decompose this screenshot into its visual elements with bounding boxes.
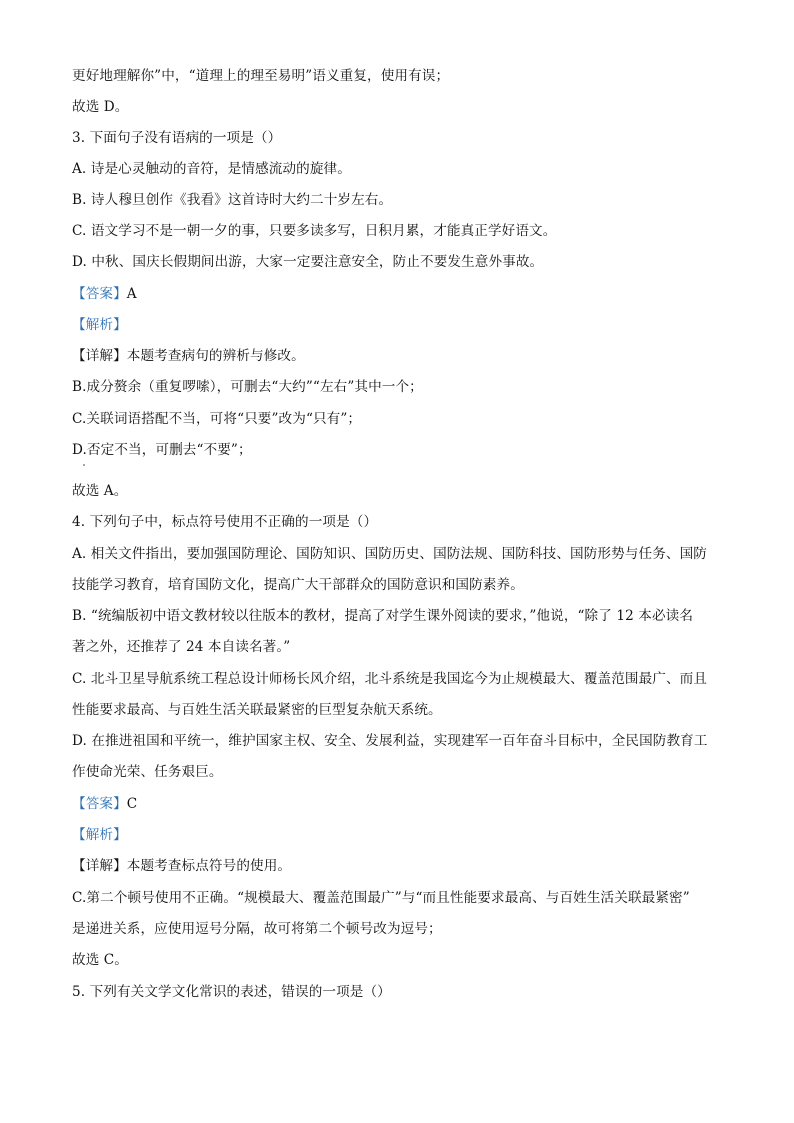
question-stem: 5. 下列有关文学文化常识的表述，错误的一项是（）: [72, 984, 391, 1000]
analysis-heading: 【解析】: [72, 827, 127, 843]
analysis-heading: 【解析】: [72, 317, 127, 333]
explanation-line: 【详解】本题考查病句的辨析与修改。: [72, 348, 305, 364]
option-a: A. 相关文件指出，要加强国防理论、国防知识、国防历史、国防法规、国防科技、国防形势与任务、国防: [72, 546, 707, 562]
option-c: C. 北斗卫星导航系统工程总设计师杨长风介绍，北斗系统是我国迄今为止规模最大、覆盖范围最广、而且: [72, 671, 708, 687]
option-b: B. 诗人穆旦创作《我看》这首诗时大约二十岁左右。: [72, 192, 393, 208]
option-a-cont: 技能学习教育，培育国防文化，提高广大干部群众的国防意识和国防素养。: [72, 577, 524, 593]
explanation-line: 【详解】本题考查标点符号的使用。: [72, 858, 292, 874]
answer-heading: 【答案】: [72, 286, 127, 302]
explanation-line: C.关联词语搭配不当，可将“只要”改为“只有”；: [72, 411, 362, 427]
option-b: B. “统编版初中语文教材较以往版本的教材，提高了对学生课外阅读的要求，”他说，“除了 12 本必读名: [72, 608, 694, 624]
text-line: 故选 C。: [72, 952, 129, 968]
question-stem: 4. 下列句子中，标点符号使用不正确的一项是（）: [72, 514, 378, 530]
explanation-line: 是递进关系，应使用逗号分隔，故可将第二个顿号改为逗号；: [72, 921, 442, 937]
analysis-line: [72, 825, 127, 845]
option-c-cont: 性能要求最高、与百姓生活关联最紧密的巨型复杂航天系统。: [72, 702, 442, 718]
option-d-cont: 作使命光荣、任务艰巨。: [72, 764, 223, 780]
answer-line: [72, 794, 137, 814]
explanation-line: B.成分赘余（重复啰嗦），可删去“大约”“左右”其中一个；: [72, 379, 423, 395]
answer-line: [72, 284, 137, 304]
explanation-line: D.否定不当，可删去“不要”；: [72, 442, 252, 458]
analysis-line: [72, 315, 127, 335]
explanation-line: C.第二个顿号使用不正确。“规模最大、覆盖范围最广”与“而且性能要求最高、与百姓生活关联最紧密”: [72, 890, 690, 906]
answer-heading: 【答案】: [72, 796, 127, 812]
text-line: 更好地理解你”中，“道理上的理至易明”语义重复，使用有误；: [72, 68, 450, 84]
answer-value: C: [126, 796, 138, 812]
text-line: 故选 D。: [72, 99, 129, 115]
option-d: D. 中秋、国庆长假期间出游，大家一定要注意安全，防止不要发生意外事故。: [72, 254, 544, 270]
option-b-cont: 著之外，还推荐了 24 本自读名著。”: [72, 639, 291, 655]
option-a: A. 诗是心灵触动的音符，是情感流动的旋律。: [72, 161, 351, 177]
stray-dot: [83, 464, 85, 466]
option-c: C. 语文学习不是一朝一夕的事，只要多读多写，日积月累，才能真正学好语文。: [72, 223, 557, 239]
question-stem: 3. 下面句子没有语病的一项是（）: [72, 130, 282, 146]
text-line: 故选 A。: [72, 483, 128, 499]
answer-value: A: [126, 286, 137, 302]
option-d: D. 在推进祖国和平统一，维护国家主权、安全、发展利益，实现建军一百年奋斗目标中，全民国防教育工: [72, 733, 708, 749]
